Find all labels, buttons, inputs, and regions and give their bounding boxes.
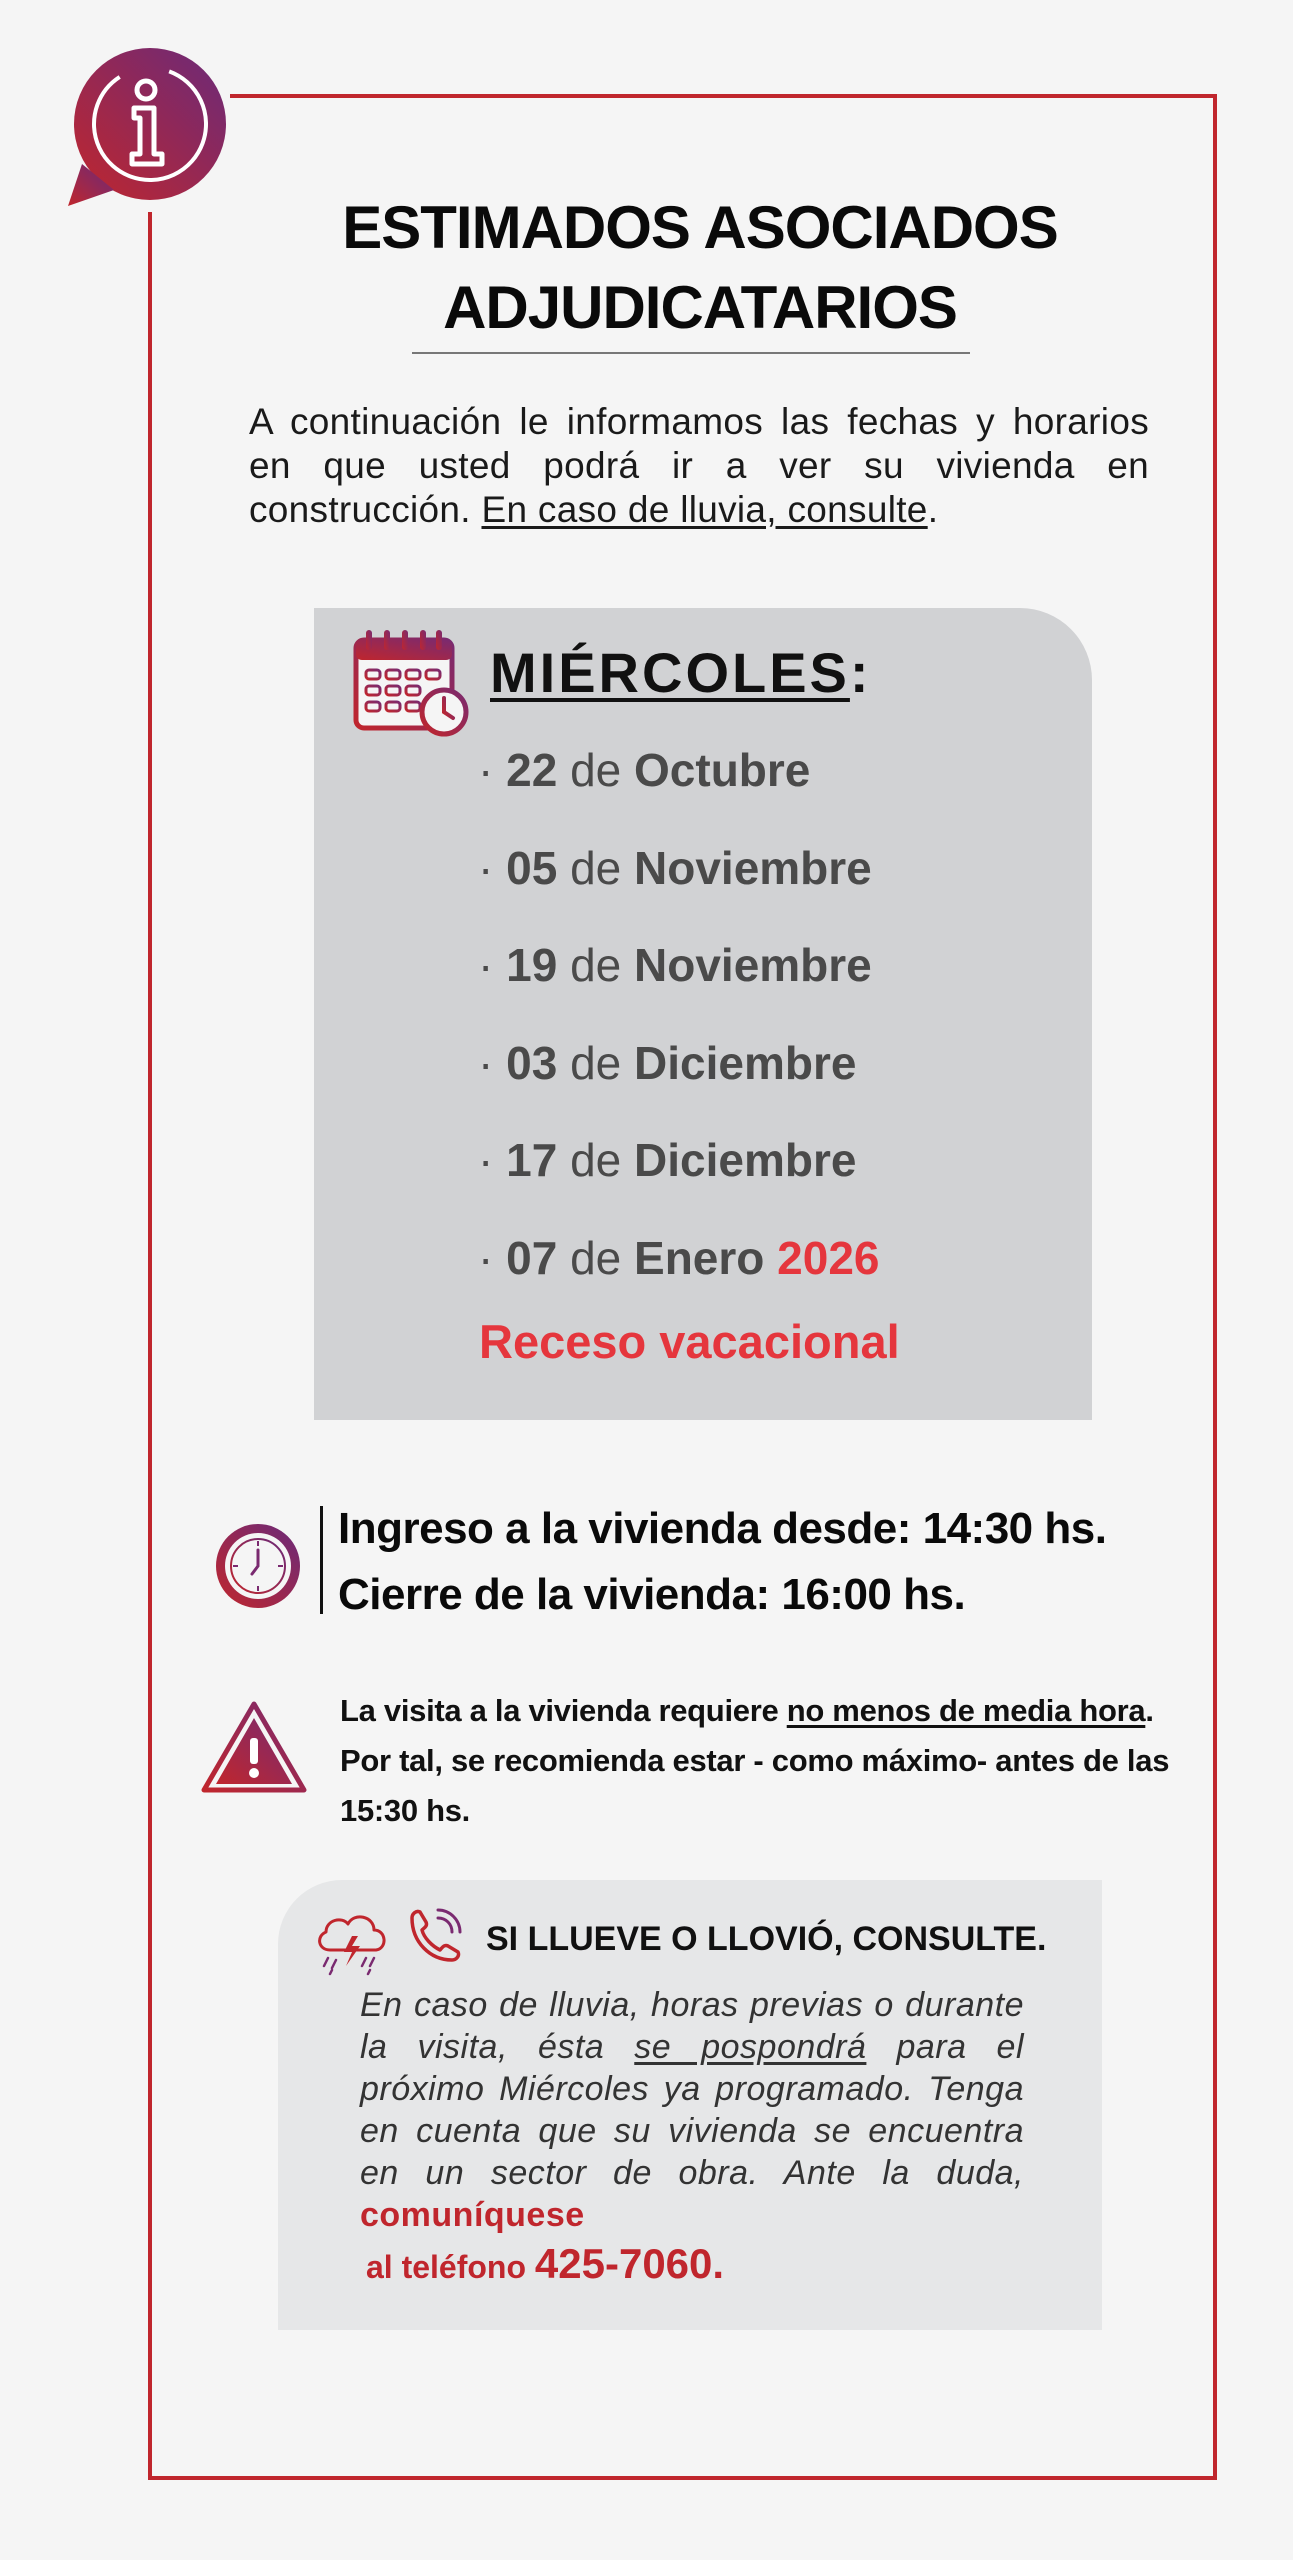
clock-icon xyxy=(212,1520,304,1612)
date-num: 19 xyxy=(506,939,558,991)
info-bubble-icon xyxy=(62,44,230,212)
rain-heading: SI LLUEVE O LLOVIÓ, CONSULTE. xyxy=(486,1920,1047,1958)
date-item xyxy=(478,1015,880,1113)
date-item xyxy=(478,1112,880,1210)
dates-card xyxy=(314,608,1092,1420)
storm-cloud-icon xyxy=(312,1906,390,1976)
entry-time: Ingreso a la vivienda desde: 14:30 hs. xyxy=(338,1504,1107,1553)
date-month: Diciembre xyxy=(634,1036,857,1089)
date-item xyxy=(478,917,880,1015)
calendar-clock-icon xyxy=(352,626,470,738)
contact-word: comuníquese xyxy=(360,2196,585,2234)
rain-paragraph: En caso de lluvia, horas previas o durante la visita, ésta se pospondrá para el próximo Miércoles ya programado. Tenga en cuenta que su vivienda se encuentra en un sector de obra. Ante la duda, comuníquese xyxy=(360,1986,1024,2234)
date-bullet: · xyxy=(478,744,494,796)
phone-number[interactable]: 425-7060. xyxy=(534,2240,725,2287)
page-title xyxy=(200,188,1200,348)
phone-icon xyxy=(402,1904,466,1970)
recess-label: Receso vacacional xyxy=(479,1315,900,1368)
date-de: de xyxy=(570,939,622,991)
date-month: Octubre xyxy=(634,744,811,796)
hours-divider xyxy=(320,1506,323,1614)
phone-line: al teléfono 425-7060. xyxy=(366,2240,725,2287)
date-month: Diciembre xyxy=(634,1134,857,1186)
date-num: 05 xyxy=(506,841,558,894)
date-month: Enero xyxy=(634,1231,765,1284)
warning-icon xyxy=(200,1700,308,1796)
weekday-heading: MIÉRCOLES: xyxy=(490,641,872,704)
rain-consult-note: En caso de lluvia, consulte xyxy=(481,489,928,530)
half-hour-note: no menos de media hora xyxy=(786,1693,1146,1728)
intro-paragraph: A continuación le informamos las fechas y horarios en que usted podrá ir a ver su vivienda en construcción. En caso de lluvia, consulte. xyxy=(249,401,1149,530)
postpone-note: se pospondrá xyxy=(634,2028,867,2066)
date-item xyxy=(478,722,880,820)
title-divider xyxy=(412,352,970,354)
date-de: de xyxy=(570,841,622,894)
date-num: 07 xyxy=(506,1231,558,1284)
date-month: Noviembre xyxy=(634,841,872,894)
date-list xyxy=(478,722,880,1307)
date-bullet: · xyxy=(478,841,494,894)
date-num: 17 xyxy=(506,1134,558,1186)
date-de: de xyxy=(570,1231,622,1284)
date-month: Noviembre xyxy=(634,939,872,991)
date-item xyxy=(478,820,880,918)
rain-card xyxy=(278,1880,1102,2330)
date-item xyxy=(478,1210,880,1308)
date-num: 22 xyxy=(506,744,558,796)
date-bullet: · xyxy=(478,1134,494,1186)
date-de: de xyxy=(570,1134,622,1186)
visit-notice: La visita a la vivienda requiere no menos de media hora. Por tal, se recomienda estar - como máximo- antes de las 15:30 hs. xyxy=(340,1693,1170,1828)
date-bullet: · xyxy=(478,1231,494,1284)
date-bullet: · xyxy=(478,1036,494,1089)
hours-block xyxy=(338,1496,1106,1628)
date-de: de xyxy=(570,744,622,796)
closing-time: Cierre de la vivienda: 16:00 hs. xyxy=(338,1570,966,1619)
title-line-1: ESTIMADOS ASOCIADOS xyxy=(342,194,1058,261)
date-num: 03 xyxy=(506,1036,558,1089)
date-de: de xyxy=(570,1036,622,1089)
title-line-2: ADJUDICATARIOS xyxy=(443,274,957,341)
date-bullet: · xyxy=(478,939,494,991)
date-year: 2026 xyxy=(777,1231,880,1284)
